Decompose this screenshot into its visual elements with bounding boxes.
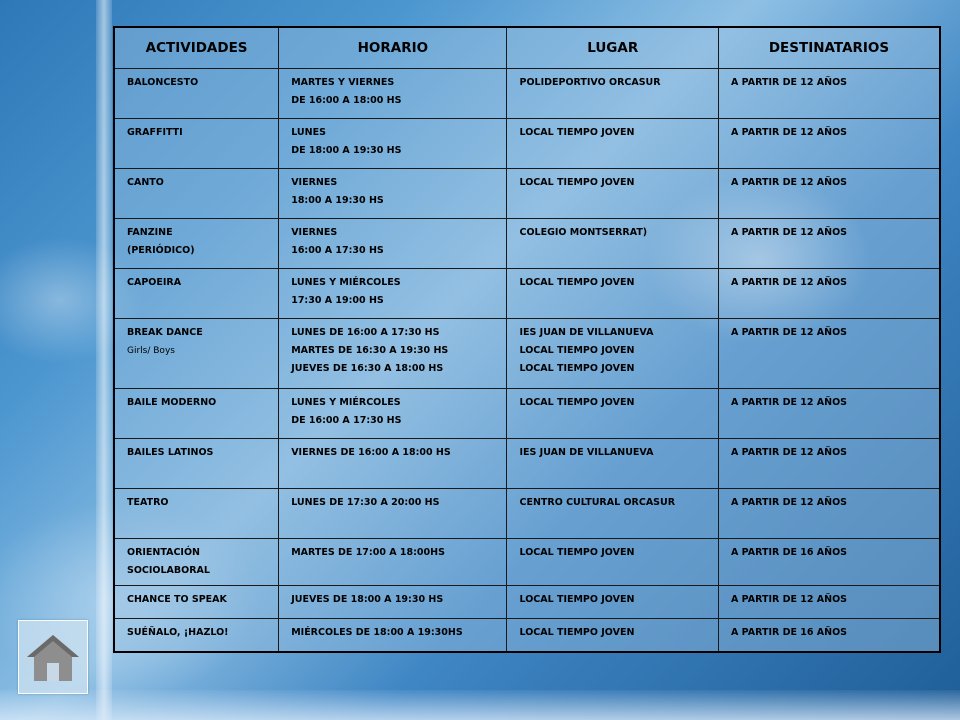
cell-text: BAILE MODERNO <box>127 397 217 408</box>
cell-text: A PARTIR DE 12 AÑOS <box>730 77 848 88</box>
cell-text: CENTRO CULTURAL ORCASUR <box>519 497 676 508</box>
cell-text: LOCAL TIEMPO JOVEN <box>519 177 635 188</box>
table-row <box>114 319 940 389</box>
cell-actividad <box>114 319 279 389</box>
cell-horario <box>279 219 507 269</box>
cell-text: JUEVES DE 18:00 A 19:30 HS <box>291 594 444 605</box>
cell-text: VIERNES DE 16:00 A 18:00 HS <box>291 447 451 458</box>
header-destinatarios: DESTINATARIOS <box>718 27 940 69</box>
cell-lugar <box>507 619 718 652</box>
cell-horario <box>279 389 507 439</box>
cell-lugar <box>507 119 718 169</box>
cell-text: LUNES DE 16:00 A 17:30 HS <box>291 327 440 338</box>
cell-actividad <box>114 169 279 219</box>
cell-lugar <box>507 439 718 489</box>
cell-lugar <box>507 389 718 439</box>
cell-text: VIERNES <box>291 227 338 238</box>
cell-destinatarios <box>718 269 940 319</box>
cell-destinatarios <box>718 489 940 539</box>
table-row <box>114 119 940 169</box>
cell-horario <box>279 489 507 539</box>
cell-actividad <box>114 539 279 586</box>
cell-horario <box>279 269 507 319</box>
cell-destinatarios <box>718 219 940 269</box>
cell-text: A PARTIR DE 12 AÑOS <box>730 177 848 188</box>
cell-text: GRAFFITTI <box>127 127 183 138</box>
cell-text: MARTES DE 17:00 A 18:00HS <box>291 547 445 558</box>
cell-text: LUNES DE 17:30 A 20:00 HS <box>291 497 440 508</box>
table-row <box>114 586 940 619</box>
cell-horario <box>279 119 507 169</box>
cell-text: LUNES <box>291 127 326 138</box>
cell-text: A PARTIR DE 12 AÑOS <box>730 594 848 605</box>
activities-schedule-table <box>113 26 941 653</box>
cell-text: A PARTIR DE 12 AÑOS <box>730 447 848 458</box>
cell-actividad <box>114 69 279 119</box>
cell-destinatarios <box>718 586 940 619</box>
cell-text: LOCAL TIEMPO JOVEN <box>519 547 635 558</box>
cell-horario <box>279 539 507 586</box>
cell-text: 16:00 A 17:30 HS <box>291 245 384 256</box>
cell-lugar <box>507 219 718 269</box>
table-row <box>114 389 940 439</box>
cell-destinatarios <box>718 319 940 389</box>
cell-text: LOCAL TIEMPO JOVEN <box>519 397 635 408</box>
table-row <box>114 489 940 539</box>
cell-destinatarios <box>718 619 940 652</box>
cell-text: LOCAL TIEMPO JOVEN <box>519 627 635 638</box>
cell-destinatarios <box>718 389 940 439</box>
cell-text: A PARTIR DE 12 AÑOS <box>730 127 848 138</box>
cell-text: BREAK DANCE <box>127 327 203 338</box>
cell-horario <box>279 319 507 389</box>
cell-text: COLEGIO MONTSERRAT) <box>519 227 648 238</box>
cell-lugar <box>507 319 718 389</box>
cell-text: 17:30 A 19:00 HS <box>291 295 384 306</box>
cell-text: LOCAL TIEMPO JOVEN <box>519 127 635 138</box>
cell-text: A PARTIR DE 12 AÑOS <box>730 497 848 508</box>
cell-actividad <box>114 619 279 652</box>
cell-lugar <box>507 269 718 319</box>
cell-lugar <box>507 539 718 586</box>
home-icon <box>25 631 81 683</box>
cell-actividad <box>114 389 279 439</box>
cell-text: DE 16:00 A 18:00 HS <box>291 95 402 106</box>
cell-text: IES JUAN DE VILLANUEVA <box>519 327 654 338</box>
cell-text: TEATRO <box>127 497 169 508</box>
cell-text: (PERIÓDICO) <box>127 245 195 256</box>
cell-destinatarios <box>718 69 940 119</box>
cell-horario <box>279 169 507 219</box>
cell-text: MARTES DE 16:30 A 19:30 HS <box>291 345 449 356</box>
cell-actividad <box>114 489 279 539</box>
cell-text: A PARTIR DE 12 AÑOS <box>730 397 848 408</box>
table-body <box>114 69 940 652</box>
home-button[interactable] <box>18 620 88 694</box>
cell-text: 18:00 A 19:30 HS <box>291 195 384 206</box>
cell-text: A PARTIR DE 16 AÑOS <box>730 627 848 638</box>
table-row <box>114 269 940 319</box>
cell-lugar <box>507 586 718 619</box>
cell-actividad <box>114 439 279 489</box>
cell-lugar <box>507 69 718 119</box>
cell-text: MIÉRCOLES DE 18:00 A 19:30HS <box>291 627 463 638</box>
cell-text: JUEVES DE 16:30 A 18:00 HS <box>291 363 444 374</box>
cell-horario <box>279 439 507 489</box>
decorative-band <box>96 0 112 720</box>
cell-lugar <box>507 169 718 219</box>
cell-text: A PARTIR DE 12 AÑOS <box>730 327 848 338</box>
table-row <box>114 439 940 489</box>
cell-text: A PARTIR DE 16 AÑOS <box>730 547 848 558</box>
cell-lugar <box>507 489 718 539</box>
cell-text: LOCAL TIEMPO JOVEN <box>519 594 635 605</box>
cell-text: LUNES Y MIÉRCOLES <box>291 397 401 408</box>
header-horario: HORARIO <box>279 27 507 69</box>
table-row <box>114 219 940 269</box>
cell-text: BAILES LATINOS <box>127 447 214 458</box>
cell-text: BALONCESTO <box>127 77 199 88</box>
cell-text: CANTO <box>127 177 164 188</box>
header-lugar: LUGAR <box>507 27 718 69</box>
cell-text: CHANCE TO SPEAK <box>127 594 227 605</box>
cell-text: A PARTIR DE 12 AÑOS <box>730 277 848 288</box>
cell-actividad <box>114 586 279 619</box>
cell-text: VIERNES <box>291 177 338 188</box>
cell-text: IES JUAN DE VILLANUEVA <box>519 447 654 458</box>
cell-destinatarios <box>718 119 940 169</box>
cell-text: MARTES Y VIERNES <box>291 77 395 88</box>
cell-text: A PARTIR DE 12 AÑOS <box>730 227 848 238</box>
table-row <box>114 539 940 586</box>
cell-destinatarios <box>718 539 940 586</box>
table-row <box>114 169 940 219</box>
cell-destinatarios <box>718 439 940 489</box>
cell-text: POLIDEPORTIVO ORCASUR <box>519 77 661 88</box>
cell-text: LOCAL TIEMPO JOVEN <box>519 363 635 374</box>
cell-text: LUNES Y MIÉRCOLES <box>291 277 401 288</box>
cell-actividad <box>114 269 279 319</box>
cell-text: CAPOEIRA <box>127 277 182 288</box>
cell-text: LOCAL TIEMPO JOVEN <box>519 345 635 356</box>
cell-actividad <box>114 219 279 269</box>
table-row <box>114 619 940 652</box>
bottom-band <box>0 690 960 720</box>
cell-text: DE 18:00 A 19:30 HS <box>291 145 402 156</box>
cell-horario <box>279 69 507 119</box>
cell-text: LOCAL TIEMPO JOVEN <box>519 277 635 288</box>
cell-text: Girls/ Boys <box>127 346 175 356</box>
cell-actividad <box>114 119 279 169</box>
cell-text: DE 16:00 A 17:30 HS <box>291 415 402 426</box>
table-header-row <box>114 27 940 69</box>
cell-destinatarios <box>718 169 940 219</box>
table-row <box>114 69 940 119</box>
header-actividades: ACTIVIDADES <box>114 27 279 69</box>
cell-horario <box>279 586 507 619</box>
cell-text: FANZINE <box>127 227 173 238</box>
cell-text: SUÉÑALO, ¡HAZLO! <box>127 627 229 638</box>
cell-text: ORIENTACIÓN SOCIOLABORAL <box>127 547 210 576</box>
cell-horario <box>279 619 507 652</box>
